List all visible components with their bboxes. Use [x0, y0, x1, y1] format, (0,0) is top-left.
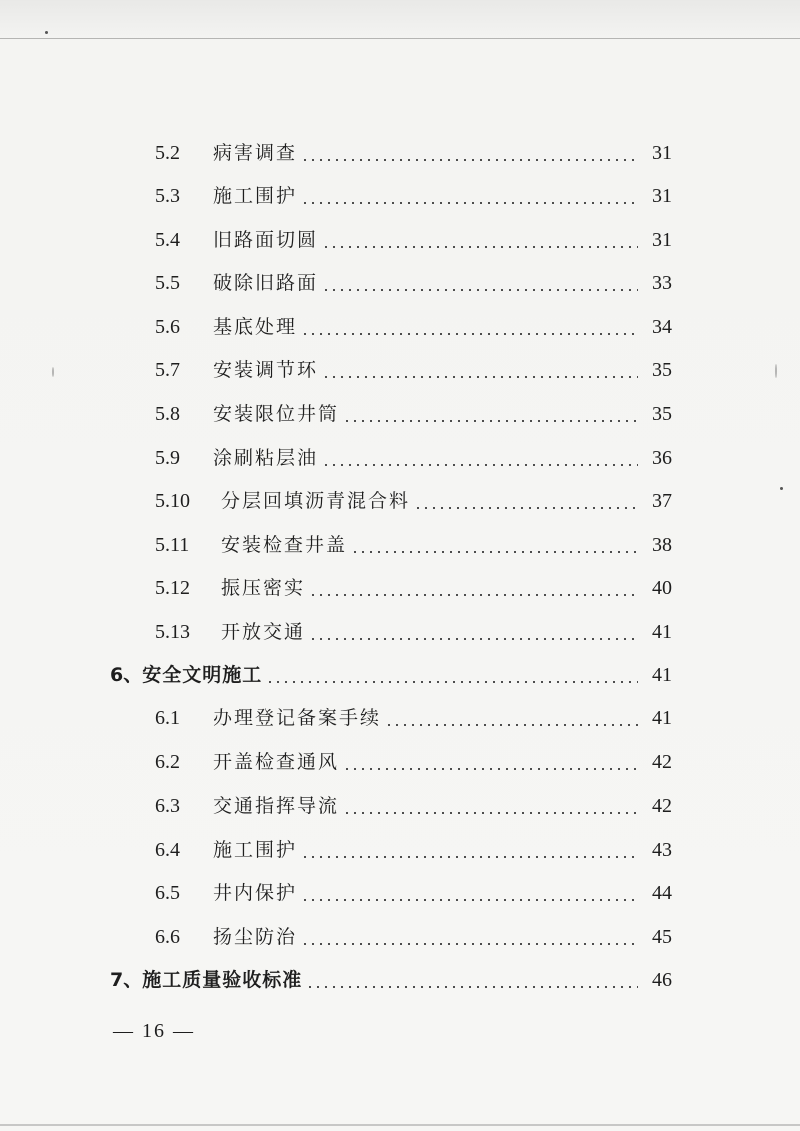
toc-section-number: 5.10: [155, 490, 190, 512]
dot-leader: [322, 355, 638, 385]
toc-page-number: 31: [652, 229, 672, 251]
toc-section-title: 基底处理: [213, 316, 298, 338]
toc-section-number: 6.4: [155, 839, 180, 861]
toc-entry-5-7[interactable]: [155, 355, 672, 385]
toc-chapter-number: 7、: [110, 969, 143, 991]
scan-speck: [775, 364, 777, 378]
toc-entry-5-5[interactable]: [155, 268, 672, 298]
toc-entry-5-11[interactable]: [155, 530, 672, 560]
toc-section-title: 施工围护: [213, 185, 298, 207]
scan-speck: [45, 31, 48, 34]
toc-entry-5-4[interactable]: [155, 225, 672, 255]
page-number-footer: — 16 —: [113, 1020, 195, 1042]
dot-leader: [322, 443, 638, 473]
toc-section-title: 振压密实: [221, 577, 306, 599]
scan-speck: [780, 487, 783, 490]
scan-bottom-edge: [0, 1124, 800, 1126]
toc-chapter-title: 安全文明施工: [142, 664, 263, 686]
toc-section-title: 办理登记备案手续: [213, 707, 382, 729]
toc-section-number: 5.11: [155, 534, 190, 556]
toc-section-number: 5.3: [155, 185, 180, 207]
toc-section-title: 病害调查: [213, 142, 298, 164]
toc-entry-6-4[interactable]: [155, 835, 672, 865]
toc-page-number: 34: [652, 316, 672, 338]
dot-leader: [306, 965, 638, 995]
toc-section-number: 6.6: [155, 926, 180, 948]
toc-chapter-number: 6、: [110, 664, 143, 686]
toc-section-number: 5.12: [155, 577, 190, 599]
dot-leader: [351, 530, 638, 560]
toc-section-title: 安装限位井筒: [213, 403, 340, 425]
toc-section-title: 井内保护: [213, 882, 298, 904]
toc-entry-5-12[interactable]: [155, 573, 672, 603]
toc-page-number: 37: [652, 490, 672, 512]
toc-entry-chapter-7[interactable]: [110, 965, 672, 995]
toc-page-number: 31: [652, 185, 672, 207]
toc-page-number: 38: [652, 534, 672, 556]
toc-section-title: 扬尘防治: [213, 926, 298, 948]
toc-section-title: 开盖检查通风: [213, 751, 340, 773]
toc-entry-5-8[interactable]: [155, 399, 672, 429]
toc-entry-6-1[interactable]: [155, 703, 672, 733]
dot-leader: [385, 703, 638, 733]
toc-entry-5-2[interactable]: [155, 138, 672, 168]
scan-top-edge: [0, 38, 800, 39]
toc-entry-5-10[interactable]: [155, 486, 672, 516]
toc-section-title: 分层回填沥青混合料: [221, 490, 411, 512]
toc-chapter-title: 施工质量验收标准: [142, 969, 303, 991]
toc-section-number: 5.4: [155, 229, 180, 251]
dot-leader: [301, 835, 638, 865]
toc-page-number: 36: [652, 447, 672, 469]
dot-leader: [309, 617, 638, 647]
dot-leader: [309, 573, 638, 603]
dot-leader: [266, 660, 638, 690]
toc-section-title: 开放交通: [221, 621, 306, 643]
scan-speck: [52, 367, 54, 377]
toc-section-number: 5.7: [155, 359, 180, 381]
toc-page-number: 41: [652, 621, 672, 643]
toc-entry-chapter-6[interactable]: [110, 660, 672, 690]
toc-page-number: 40: [652, 577, 672, 599]
dot-leader: [301, 312, 638, 342]
dot-leader: [343, 399, 638, 429]
toc-section-title: 安装调节环: [213, 359, 319, 381]
toc-section-number: 5.5: [155, 272, 180, 294]
toc-section-title: 涂刷粘层油: [213, 447, 319, 469]
dot-leader: [343, 791, 638, 821]
toc-page-number: 41: [652, 707, 672, 729]
toc-section-title: 施工围护: [213, 839, 298, 861]
toc-page-number: 31: [652, 142, 672, 164]
toc-page-number: 35: [652, 403, 672, 425]
toc-entry-5-6[interactable]: [155, 312, 672, 342]
toc-page-number: 42: [652, 795, 672, 817]
dot-leader: [301, 181, 638, 211]
dot-leader: [301, 922, 638, 952]
toc-section-title: 破除旧路面: [213, 272, 319, 294]
toc-section-number: 6.2: [155, 751, 180, 773]
toc-section-number: 5.2: [155, 142, 180, 164]
toc-entry-5-13[interactable]: [155, 617, 672, 647]
dot-leader: [322, 268, 638, 298]
toc-page-number: 46: [652, 969, 672, 991]
toc-entry-5-3[interactable]: [155, 181, 672, 211]
toc-section-number: 5.9: [155, 447, 180, 469]
toc-entry-6-6[interactable]: [155, 922, 672, 952]
toc-entry-6-5[interactable]: [155, 878, 672, 908]
toc-page-number: 41: [652, 664, 672, 686]
toc-entry-5-9[interactable]: [155, 443, 672, 473]
toc-section-number: 6.3: [155, 795, 180, 817]
toc-page-number: 33: [652, 272, 672, 294]
dot-leader: [301, 138, 638, 168]
dot-leader: [414, 486, 638, 516]
toc-page-number: 42: [652, 751, 672, 773]
toc-section-title: 旧路面切圆: [213, 229, 319, 251]
toc-entry-6-2[interactable]: [155, 747, 672, 777]
toc-section-number: 6.1: [155, 707, 180, 729]
toc-section-number: 6.5: [155, 882, 180, 904]
toc-section-number: 5.8: [155, 403, 180, 425]
toc-section-title: 安装检查井盖: [221, 534, 348, 556]
toc-page-number: 45: [652, 926, 672, 948]
toc-page-number: 35: [652, 359, 672, 381]
dot-leader: [301, 878, 638, 908]
toc-entry-6-3[interactable]: [155, 791, 672, 821]
toc-section-title: 交通指挥导流: [213, 795, 340, 817]
dot-leader: [343, 747, 638, 777]
toc-section-number: 5.13: [155, 621, 190, 643]
toc-page-number: 44: [652, 882, 672, 904]
toc-page-number: 43: [652, 839, 672, 861]
toc-section-number: 5.6: [155, 316, 180, 338]
dot-leader: [322, 225, 638, 255]
